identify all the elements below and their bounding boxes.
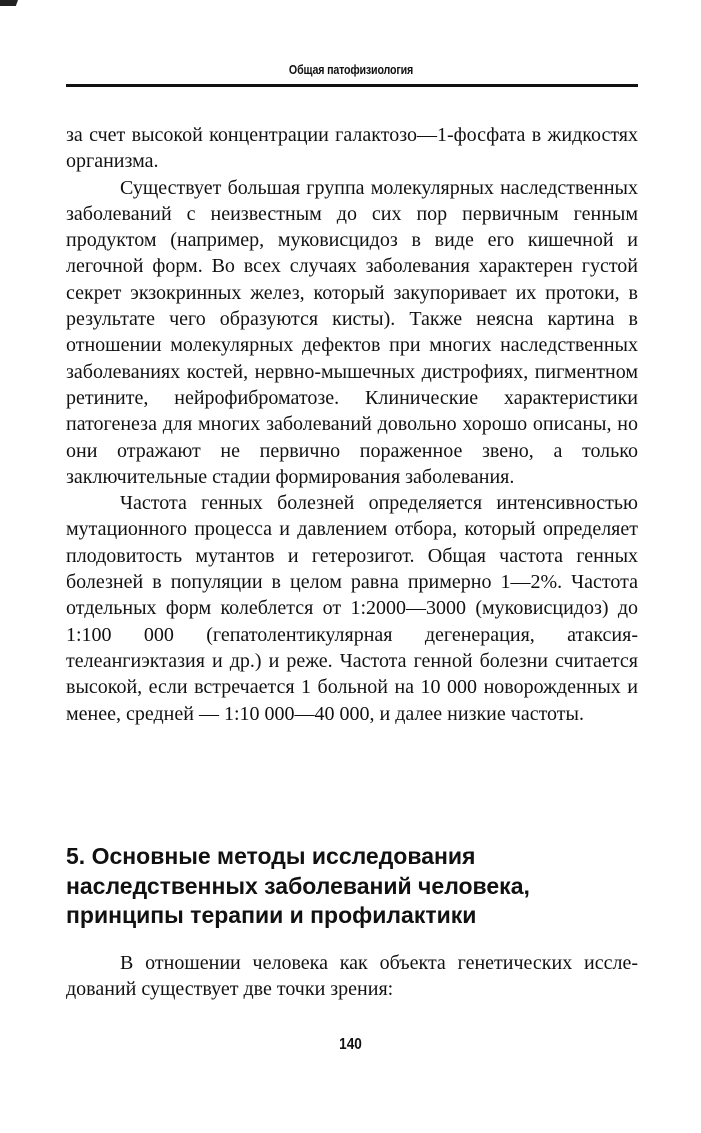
section-body [66, 950, 638, 1003]
body-text [66, 122, 638, 727]
section-paragraph: В отношении человека как объекта генетических исследований существует две точки зрения: [66, 952, 638, 1001]
paragraph-molecular-diseases: Существует большая группа молекулярных наследственных заболеваний с неизвестным до сих пор первичным генным продуктом (например, муковисцидоз в виде его кишечной и легочной форм. Во всех случаях заболевания характерен густой секрет экзокринных желез, который закупоривает их протоки, в результате чего образуются кисты). Также неясна картина в отношении молекулярных дефектов при многих наследственных заболеваниях костей, нервно-мышечных дистрофиях, пигментном ретините, нейрофиброматозе. Клинические характеристики патогенеза для многих заболеваний довольно хорошо описаны, но они отражают не первично пораженное звено, а только заключительные стадии формирования заболевания. [66, 176, 638, 488]
paragraph-frequency: Частота генных болезней определяется интенсивностью мутационного процесса и давлением отбора, который определяет плодовитость мутантов и гетерозигот. Общая частота генных болезней в популяции в целом равна примерно 1—2%. Частота отдельных форм колеблется от 1:2000—3000 (муковисцидоз) до 1:100 000 (гепатолентикулярная дегенерация, атаксия-телеангиэктазия и др.) и реже. Частота генной болезни считается высокой, если встречается 1 больной на 10 000 новорожденных и менее, средней — 1:10 000—40 000, и далее низкие частоты. [66, 492, 638, 725]
page-number: 140 [339, 1036, 362, 1053]
running-head: Общая патофизиология [288, 62, 414, 77]
scan-corner-mark [0, 0, 18, 6]
paragraph-continued: за счет высокой концентрации галактозо—1-фосфата в жидкостях организма. [66, 124, 638, 173]
section-heading: 5. Основные методы исследования наследственных заболеваний человека, принципы терапии и профилактики [66, 843, 530, 928]
header-rule [66, 84, 638, 87]
